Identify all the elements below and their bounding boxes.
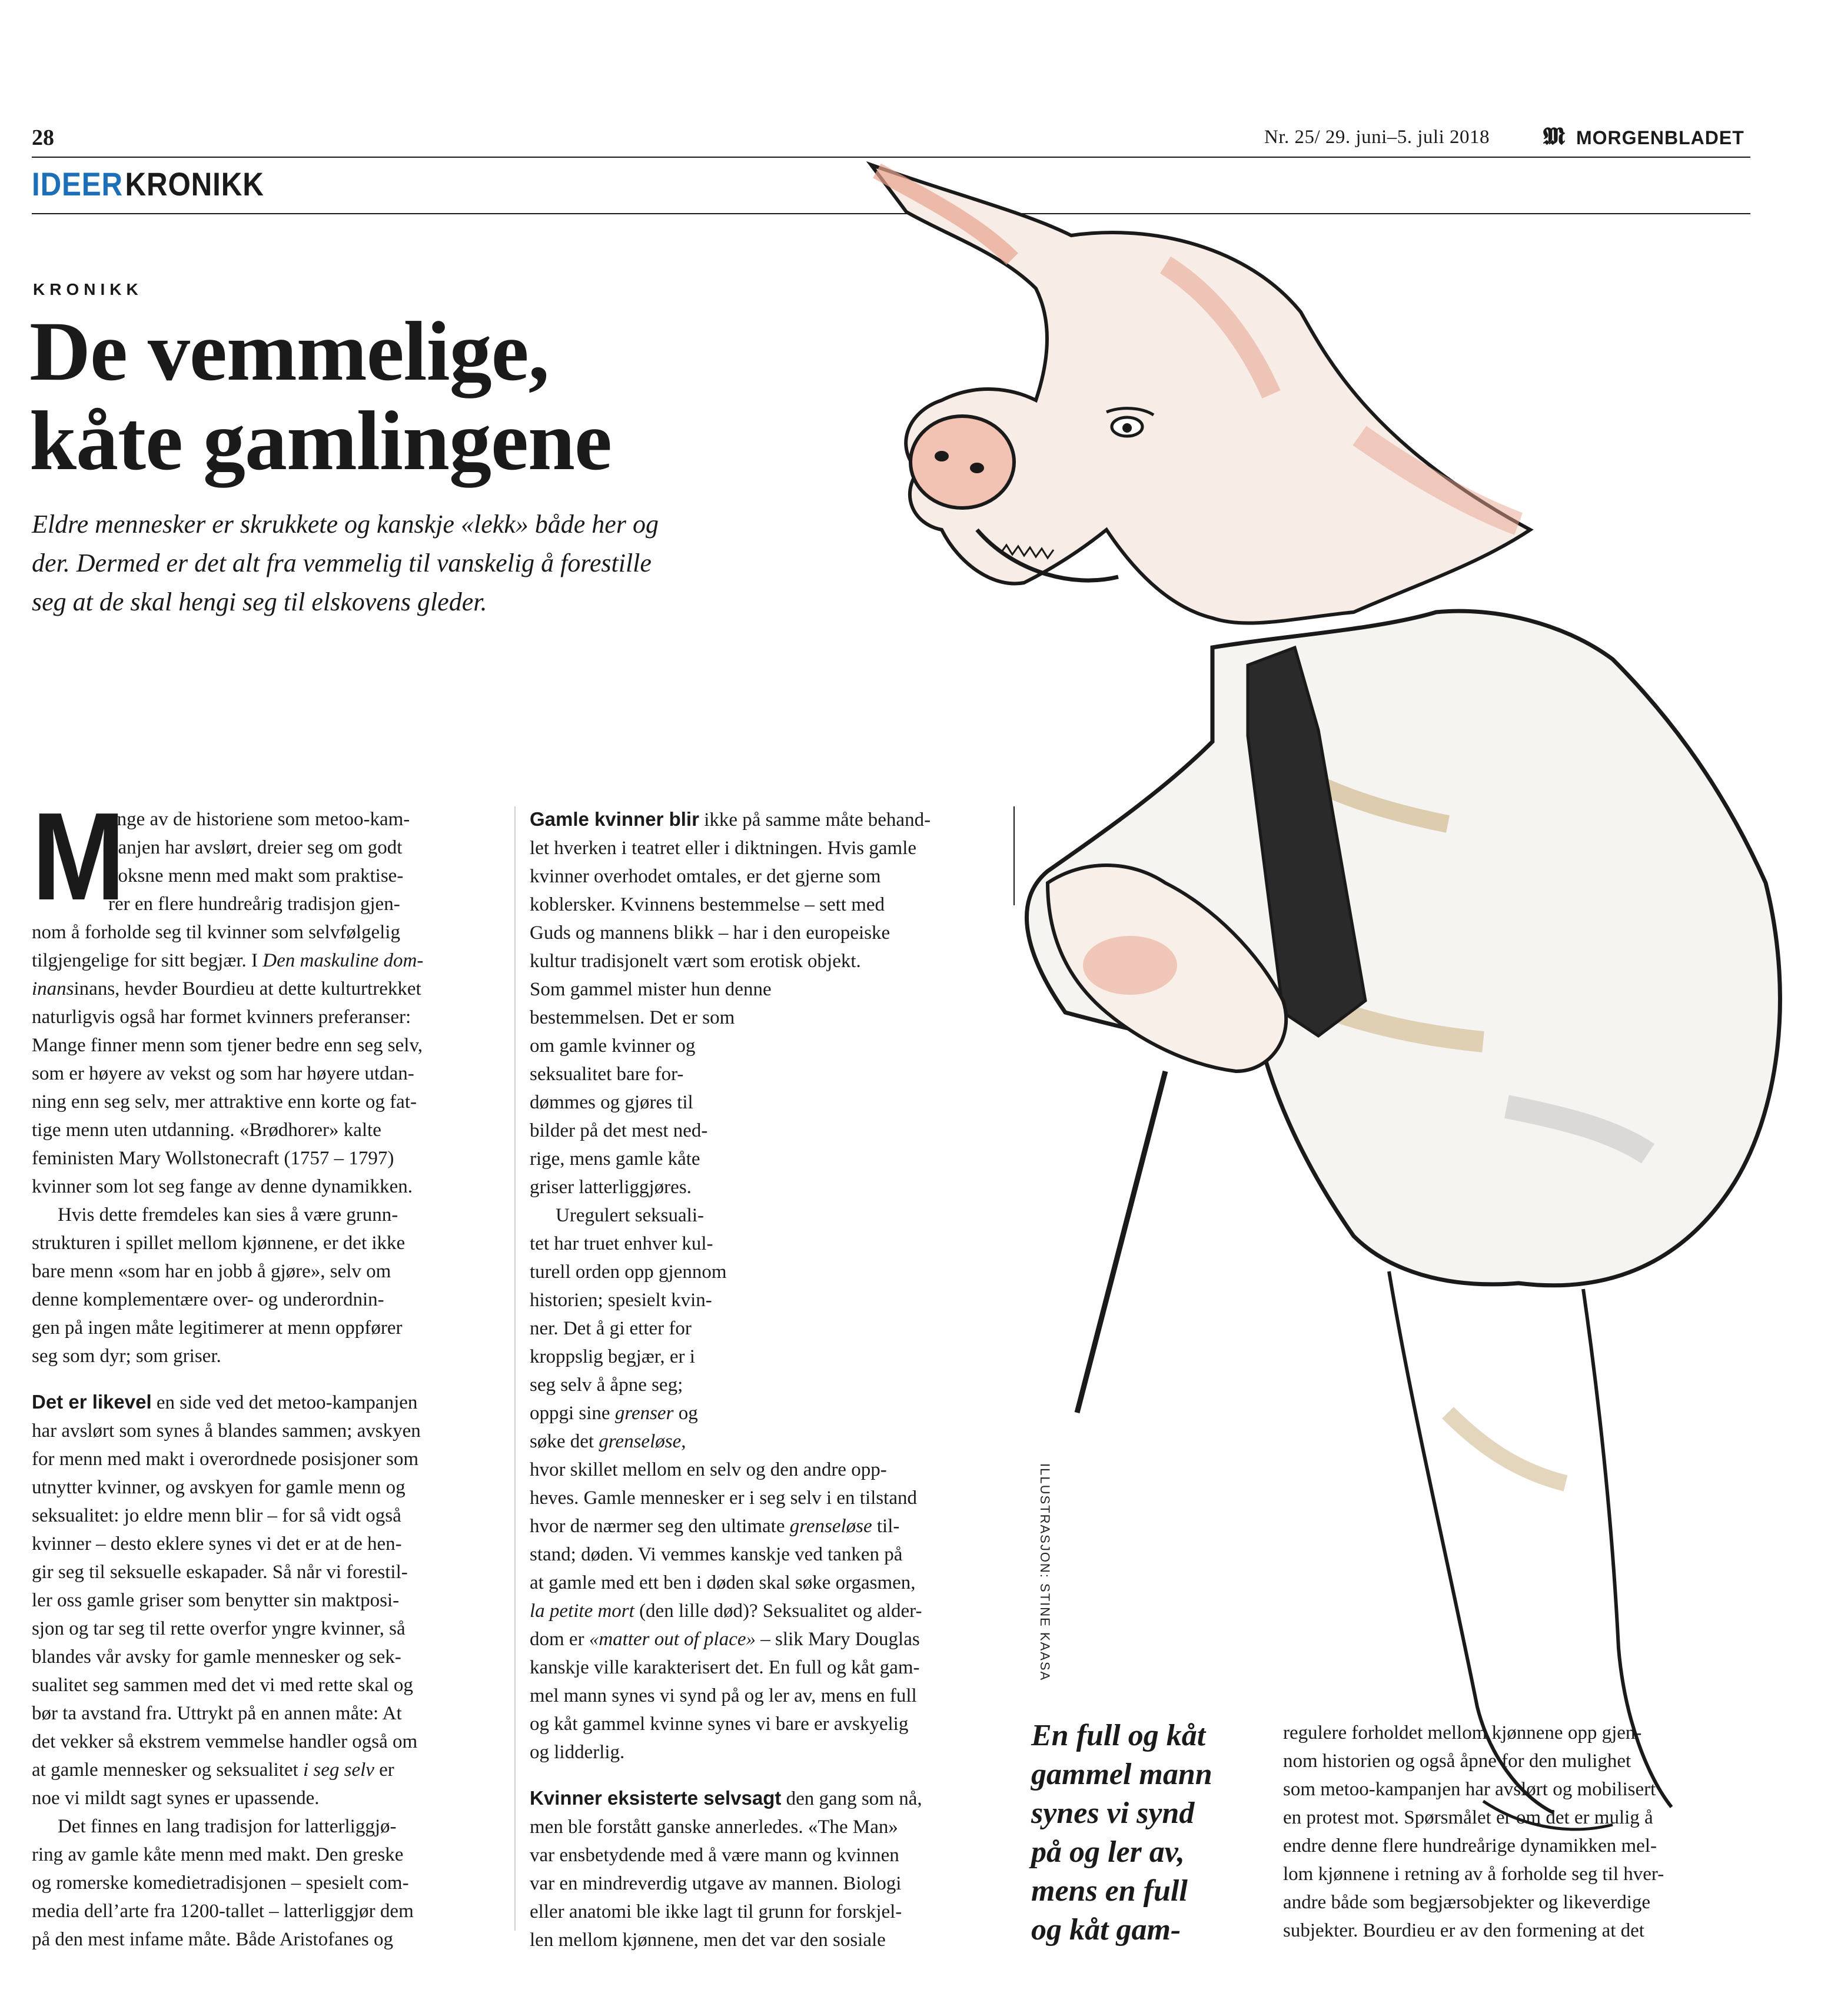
body-line: tet har truet enhver kul-: [530, 1233, 713, 1254]
body-line: gen på ingen måte legitimerer at menn oppfører: [32, 1317, 403, 1339]
body-line: men ble forstått ganske annerledes. «The Man»: [530, 1816, 898, 1838]
body-line: stand; døden. Vi vemmes kanskje ved tanken på: [530, 1544, 903, 1565]
body-italic: la petite mort: [530, 1600, 634, 1622]
body-line: [530, 1625, 1001, 1653]
body-line: sjon og tar seg til rette overfor yngre kvinner, så: [32, 1618, 406, 1639]
pull-quote-line: og kåt gam-: [1031, 1913, 1181, 1947]
body-line: andre både som begjærsobjekter og likeverdige: [1283, 1892, 1651, 1913]
body-line: rige, mens gamle kåte: [530, 1148, 700, 1170]
body-line: har avslørt som synes å blandes sammen; avskyen: [32, 1420, 421, 1442]
body-italic: inans: [32, 978, 74, 999]
body-line: kanskje ville karakterisert det. En full og kåt gam-: [530, 1657, 920, 1678]
pull-quote-line: En full og kåt: [1031, 1719, 1206, 1752]
section-ideer: IDEER: [32, 165, 124, 202]
body-line: [32, 975, 503, 1003]
body-line: rer en flere hundreårig tradisjon gjen-: [108, 894, 400, 915]
body-line: Guds og mannens blikk – har i den europeiske: [530, 922, 890, 944]
pull-quote-line: gammel mann: [1031, 1758, 1212, 1791]
body-column-1: [32, 786, 503, 1954]
body-line: og romerske komedietradisjonen – spesielt com-: [32, 1872, 409, 1894]
body-italic: grenseløse: [789, 1516, 872, 1537]
body-line: griser latterliggjøres.: [530, 1177, 692, 1198]
article-headline: [29, 307, 912, 486]
body-line: [530, 1399, 1001, 1427]
issue-date: Nr. 25/ 29. juni–5. juli 2018: [1264, 127, 1490, 148]
article-lead: [32, 505, 773, 622]
body-text: er: [374, 1759, 394, 1781]
body-line: regulere forholdet mellom kjønnene opp gjen-: [1283, 1722, 1642, 1743]
masthead-title: MORGENBLADET: [1576, 127, 1744, 148]
body-line: seg selv å åpne seg;: [530, 1374, 683, 1396]
body-line: ning enn seg selv, mer attraktive enn korte og fat-: [32, 1091, 417, 1112]
body-text: søke det: [530, 1431, 599, 1452]
body-line: lom kjønnene i retning av å forholde seg til hver-: [1283, 1864, 1664, 1885]
body-line: voksne menn med makt som praktise-: [108, 865, 404, 886]
paragraph-lead: Gamle kvinner blir: [530, 808, 699, 830]
body-line: utnytter kvinner, og avskyen for gamle menn og: [32, 1477, 406, 1498]
body-line: [32, 1756, 503, 1784]
body-text: oppgi sine: [530, 1403, 615, 1424]
body-line: og lidderlig.: [530, 1742, 625, 1763]
body-line: Mange finner menn som tjener bedre enn seg selv,: [32, 1035, 423, 1056]
body-text: tilgjengelige for sitt begjær. I: [32, 950, 263, 971]
body-line: kvinner – desto eklere synes vi det er at de hen-: [32, 1533, 402, 1555]
body-line: len mellom kjønnene, men det var den sosiale: [530, 1929, 886, 1951]
body-line: koblersker. Kvinnens bestemmelse – sett med: [530, 894, 885, 915]
headline-line: kåte gamlingene: [29, 394, 612, 488]
drop-cap: M: [32, 786, 125, 926]
body-text: en side ved det metoo-kampanjen: [151, 1392, 418, 1413]
body-column-3: [1283, 1719, 1754, 1945]
pull-quote-line: mens en full: [1031, 1874, 1188, 1908]
body-line: og kåt gammel kvinne synes vi bare er avskyelig: [530, 1713, 909, 1735]
body-line: Uregulert seksuali-: [556, 1205, 704, 1226]
body-text: (den lille død)? Seksualitet og alder-: [634, 1600, 922, 1622]
body-text: ,: [681, 1431, 686, 1452]
body-line: en protest mot. Spørsmålet er om det er mulig å: [1283, 1807, 1653, 1828]
body-line: ange av de historiene som metoo-kam-: [108, 809, 410, 830]
body-line: som er høyere av vekst og som har høyere utdan-: [32, 1063, 414, 1084]
body-line: [530, 1784, 1001, 1813]
section-kronikk: KRONIKK: [125, 165, 264, 202]
body-line: eller anatomi ble ikke lagt til grunn for forskjel-: [530, 1901, 902, 1922]
body-line: Det finnes en lang tradisjon for latterliggjø-: [58, 1816, 397, 1837]
paragraph-gap: [530, 1766, 1001, 1784]
body-line: [530, 1597, 1001, 1625]
cane: [1077, 1071, 1165, 1413]
body-line: bare menn «som har en jobb å gjøre», selv om: [32, 1261, 391, 1282]
body-line: seksualitet bare for-: [530, 1064, 684, 1085]
body-line: ler oss gamle griser som benytter sin maktposi-: [32, 1590, 400, 1611]
pull-quote-line: på og ler av,: [1031, 1835, 1185, 1869]
body-text: inans, hevder Bourdieu at dette kulturtrekket: [74, 978, 421, 999]
body-text: til-: [872, 1516, 900, 1537]
body-line: var en mindreverdig utgave av mannen. Biologi: [530, 1873, 902, 1894]
body-line: subjekter. Bourdieu er av den formening at det: [1283, 1920, 1644, 1941]
body-line: det vekker så ekstrem vemmelse handler også om: [32, 1731, 418, 1752]
body-line: kvinner som lot seg fange av denne dynamikken.: [32, 1176, 413, 1197]
body-line: let hverken i teatret eller i diktningen. Hvis gamle: [530, 838, 917, 859]
body-line: dømmes og gjøres til: [530, 1092, 693, 1113]
paragraph-lead: Det er likevel: [32, 1391, 152, 1413]
headline-line: De vemmelige,: [29, 305, 549, 398]
body-italic: grenseløse: [599, 1431, 682, 1452]
body-line: heves. Gamle mennesker er i seg selv i en tilstand: [530, 1487, 917, 1509]
body-line: for menn med makt i overordnede posisjoner som: [32, 1449, 419, 1470]
body-line: [530, 1512, 1001, 1540]
body-text: dom er: [530, 1629, 589, 1650]
paragraph-lead: Kvinner eksisterte selvsagt: [530, 1787, 782, 1809]
body-line: Hvis dette fremdeles kan sies å være grunn-: [58, 1204, 398, 1225]
body-line: media dell’arte fra 1200-tallet – latterliggjør dem: [32, 1901, 414, 1922]
body-line: [32, 1388, 503, 1417]
lead-line: der. Dermed er det alt fra vemmelig til vanskelig å forestille: [32, 549, 652, 577]
body-text: hvor de nærmer seg den ultimate: [530, 1516, 790, 1537]
body-line: panjen har avslørt, dreier seg om godt: [108, 837, 403, 858]
body-line: på den mest infame måte. Både Aristofanes og: [32, 1929, 393, 1950]
body-text: – slik Mary Douglas: [756, 1629, 920, 1650]
column-divider: [514, 806, 516, 1931]
body-line: gir seg til seksuelle eskapader. Så når vi forestil-: [32, 1562, 408, 1583]
article-kicker: KRONIKK: [33, 280, 143, 298]
body-text: den gang som nå,: [781, 1788, 922, 1809]
body-italic: «matter out of place»: [589, 1629, 756, 1650]
body-line: kultur tradisjonelt vært som erotisk objekt.: [530, 951, 861, 972]
body-line: tige menn uten utdanning. «Brødhorer» kalte: [32, 1120, 381, 1141]
body-line: [530, 805, 1001, 834]
page-number: 28: [32, 125, 54, 150]
body-line: blandes vår avsky for gamle mennesker og sek-: [32, 1646, 401, 1668]
body-line: [530, 1427, 1001, 1456]
body-line: bør ta avstand fra. Uttrykt på en annen måte: At: [32, 1703, 402, 1724]
body-line: om gamle kvinner og: [530, 1035, 696, 1057]
body-line: endre denne flere hundreårige dynamikken mel-: [1283, 1835, 1657, 1856]
body-line: denne komplementære over- og underordnin-: [32, 1289, 384, 1310]
body-italic: i seg selv: [303, 1759, 374, 1781]
body-line: feministen Mary Wollstonecraft (1757 – 1797): [32, 1148, 394, 1169]
body-line: Som gammel mister hun denne: [530, 979, 772, 1000]
illustration-credit: ILLUSTRASJON: STINE KAASA: [1038, 1463, 1052, 1682]
column-divider-short: [1013, 806, 1015, 905]
body-line: kvinner overhodet omtales, er det gjerne som: [530, 866, 881, 887]
body-line: at gamle med ett ben i døden skal søke orgasmen,: [530, 1572, 916, 1593]
body-line: naturligvis også har formet kvinners preferanser:: [32, 1007, 411, 1028]
body-line: som metoo-kampanjen har avslørt og mobilisert: [1283, 1779, 1656, 1800]
body-text: at gamle mennesker og seksualitet: [32, 1759, 303, 1781]
body-text: og: [673, 1403, 698, 1424]
paragraph-gap: [32, 1370, 503, 1388]
body-line: seksualitet: jo eldre menn blir – for så vidt også: [32, 1505, 401, 1526]
lead-line: seg at de skal hengi seg til elskovens gleder.: [32, 587, 487, 616]
body-line: strukturen i spillet mellom kjønnene, er det ikke: [32, 1233, 406, 1254]
body-line: noe vi mildt sagt synes er upassende.: [32, 1788, 320, 1809]
pig-snout: [910, 416, 1014, 508]
body-line: historien; spesielt kvin-: [530, 1290, 712, 1311]
body-line: nom å forholde seg til kvinner som selvfølgelig: [32, 922, 400, 943]
body-line: seg som dyr; som griser.: [32, 1346, 221, 1367]
pull-quote-line: synes vi synd: [1031, 1796, 1195, 1830]
body-line: ring av gamle kåte menn med makt. Den greske: [32, 1844, 404, 1865]
body-line: hvor skillet mellom en selv og den andre opp-: [530, 1459, 887, 1480]
body-line: mel mann synes vi synd på og ler av, mens en full: [530, 1685, 917, 1706]
body-italic: grenser: [614, 1403, 674, 1424]
body-line: bilder på det mest ned-: [530, 1120, 708, 1141]
lead-line: Eldre mennesker er skrukkete og kanskje «lekk» både her og: [32, 510, 659, 539]
body-line: nom historien og også åpne for den mulighet: [1283, 1751, 1631, 1772]
body-italic: Den maskuline dom-: [262, 950, 424, 971]
body-line: var ensbetydende med å være mann og kvinnen: [530, 1845, 899, 1866]
body-text: ikke på samme måte behand-: [699, 809, 931, 831]
section-label: [32, 165, 264, 203]
body-line: kroppslig begjær, er i: [530, 1346, 695, 1367]
masthead-logo-icon: 𝕸: [1543, 123, 1565, 150]
pull-quote: [1031, 1716, 1267, 1947]
body-line: sualitet seg sammen med det vi med rette skal og: [32, 1675, 413, 1696]
body-line: [32, 946, 503, 975]
body-column-2: [530, 805, 1001, 1954]
body-line: bestemmelsen. Det er som: [530, 1007, 735, 1028]
body-line: turell orden opp gjennom: [530, 1261, 727, 1283]
body-line: ner. Det å gi etter for: [530, 1318, 692, 1339]
